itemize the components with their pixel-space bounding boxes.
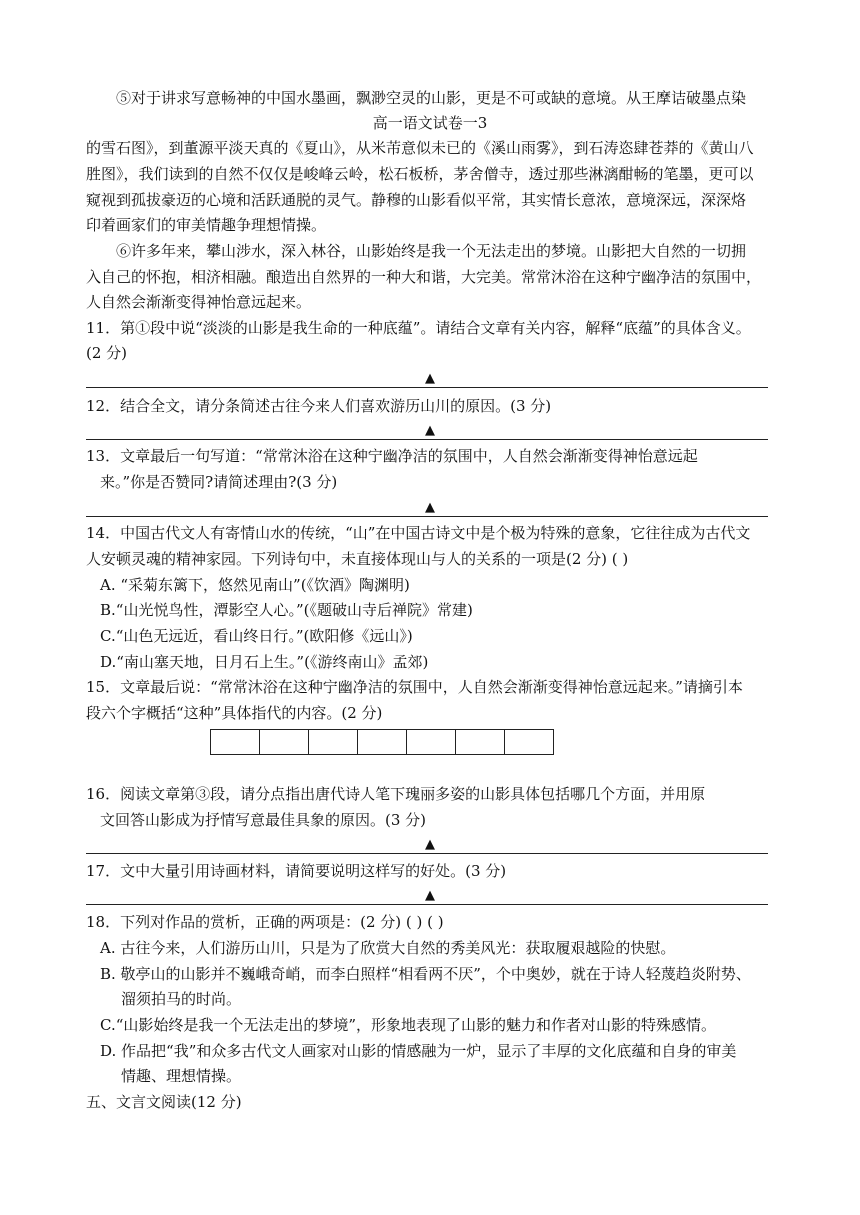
question-14-line1: 14．中国古代文人有寄情山水的传统，“山”在中国古诗文中是个极为特殊的意象，它往往成为古代文	[86, 524, 751, 542]
question-14-option-d: D.“南山塞天地，日月石上生。”(《游终南山》孟郊)	[100, 653, 429, 671]
question-18-option-d-line1: D. 作品把“我”和众多古代文人画家对山影的情感融为一炉，显示了丰厚的文化底蕴和自身的审美	[100, 1042, 737, 1060]
question-15-line2: 段六个字概括“这种”具体指代的内容。(2 分)	[86, 704, 383, 722]
question-18-option-c: C.“山影始终是我一个无法走出的梦境”，形象地表现了山影的魅力和作者对山影的特殊感情。	[100, 1016, 717, 1034]
answer-box[interactable]	[211, 730, 259, 754]
passage-para5-line2: 的雪石图》，到董源平淡天真的《夏山》，从米芾意似未已的《溪山雨雾》，到石涛恣肆苍莽的《黄山八	[86, 139, 754, 157]
passage-para6-line2: 入自己的怀抱，相济相融。酿造出自然界的一种大和谐，大完美。常常沐浴在这种宁幽净洁的氛围中，	[86, 268, 762, 286]
question-18-option-b-line2: 溜须拍马的时尚。	[121, 990, 242, 1008]
question-13-line1: 13．文章最后一句写道：“常常沐浴在这种宁幽净洁的氛围中，人自然会渐渐变得神怡意远起	[86, 447, 698, 465]
question-18-stem: 18．下列对作品的赏析，正确的两项是：(2 分) ( ) ( )	[86, 913, 444, 931]
answer-box[interactable]	[504, 730, 553, 754]
answer-box[interactable]	[455, 730, 504, 754]
answer-marker: ▲	[425, 371, 435, 386]
question-14-option-c: C.“山色无远近，看山终日行。”(欧阳修《远山》)	[100, 627, 413, 645]
answer-line	[86, 904, 768, 905]
answer-boxes	[210, 729, 554, 755]
question-16-line2: 文回答山影成为抒情写意最佳具象的原因。(3 分)	[100, 811, 427, 829]
answer-marker: ▲	[425, 837, 435, 852]
passage-para5-line4: 窥视到孤拔豪迈的心境和活跃通脱的灵气。静穆的山影看似平常，其实情长意浓，意境深远，深深烙	[86, 191, 747, 209]
section-5-heading: 五、文言文阅读(12 分)	[86, 1093, 242, 1111]
answer-marker: ▲	[425, 423, 435, 438]
question-13-line2: 来。”你是否赞同?请简述理由?(3 分)	[100, 473, 338, 491]
question-15-line1: 15．文章最后说：“常常沐浴在这种宁幽净洁的氛围中，人自然会渐渐变得神怡意远起来。”请摘引本	[86, 678, 743, 696]
question-14-line2: 人安顿灵魂的精神家园。下列诗句中，未直接体现山与人的关系的一项是(2 分) ( )	[86, 550, 629, 568]
question-17: 17．文中大量引用诗画材料，请简要说明这样写的好处。(3 分)	[86, 862, 507, 880]
passage-para5-line5: 印着画家们的审美情趣争理想情操。	[86, 216, 327, 234]
answer-line	[86, 387, 768, 388]
passage-para5-line3: 胜图》，我们读到的自然不仅仅是峻峰云岭，松石板桥，茅舍僧寺，透过那些淋漓酣畅的笔墨，更可以	[86, 165, 754, 183]
answer-box[interactable]	[308, 730, 357, 754]
question-11-line2: (2 分)	[86, 344, 128, 362]
passage-para6-line3: 人自然会渐渐变得神怡意远起来。	[86, 293, 312, 311]
passage-para5-line1: ⑤对于讲求写意畅神的中国水墨画，飘渺空灵的山影，更是不可或缺的意境。从王摩诘破墨点染	[116, 89, 747, 107]
answer-line	[86, 516, 768, 517]
question-18-option-d-line2: 情趣、理想情操。	[121, 1067, 242, 1085]
answer-box[interactable]	[259, 730, 308, 754]
question-16-line1: 16．阅读文章第③段，请分点指出唐代诗人笔下瑰丽多姿的山影具体包括哪几个方面，并用原	[86, 785, 706, 803]
passage-para6-line1: ⑥许多年来，攀山涉水，深入林谷，山影始终是我一个无法走出的梦境。山影把大自然的一切拥	[116, 242, 747, 260]
question-18-option-a: A. 古往今来，人们游历山川，只是为了欣赏大自然的秀美风光：获取履艰越险的快慰。	[100, 939, 676, 957]
question-14-option-a: A. “采菊东篱下，悠然见南山”(《饮酒》陶渊明)	[100, 576, 410, 594]
answer-box[interactable]	[357, 730, 406, 754]
answer-line	[86, 439, 768, 440]
answer-marker: ▲	[425, 500, 435, 515]
page-header: 高一语文试卷一3	[372, 114, 488, 132]
question-12: 12．结合全文，请分条简述古往今来人们喜欢游历山川的原因。(3 分)	[86, 397, 552, 415]
answer-line	[86, 853, 768, 854]
question-14-option-b: B.“山光悦鸟性，潭影空人心。”(《题破山寺后禅院》常建)	[100, 601, 473, 619]
answer-marker: ▲	[425, 888, 435, 903]
question-11-line1: 11．第①段中说“淡淡的山影是我生命的一种底蕴”。请结合文章有关内容，解释“底蕴”的具体含义。	[86, 319, 751, 337]
answer-box[interactable]	[406, 730, 455, 754]
question-18-option-b-line1: B. 敬亭山的山影并不巍峨奇峭，而李白照样“相看两不厌”，个中奥妙，就在于诗人轻蔑趋炎附势、	[100, 965, 751, 983]
